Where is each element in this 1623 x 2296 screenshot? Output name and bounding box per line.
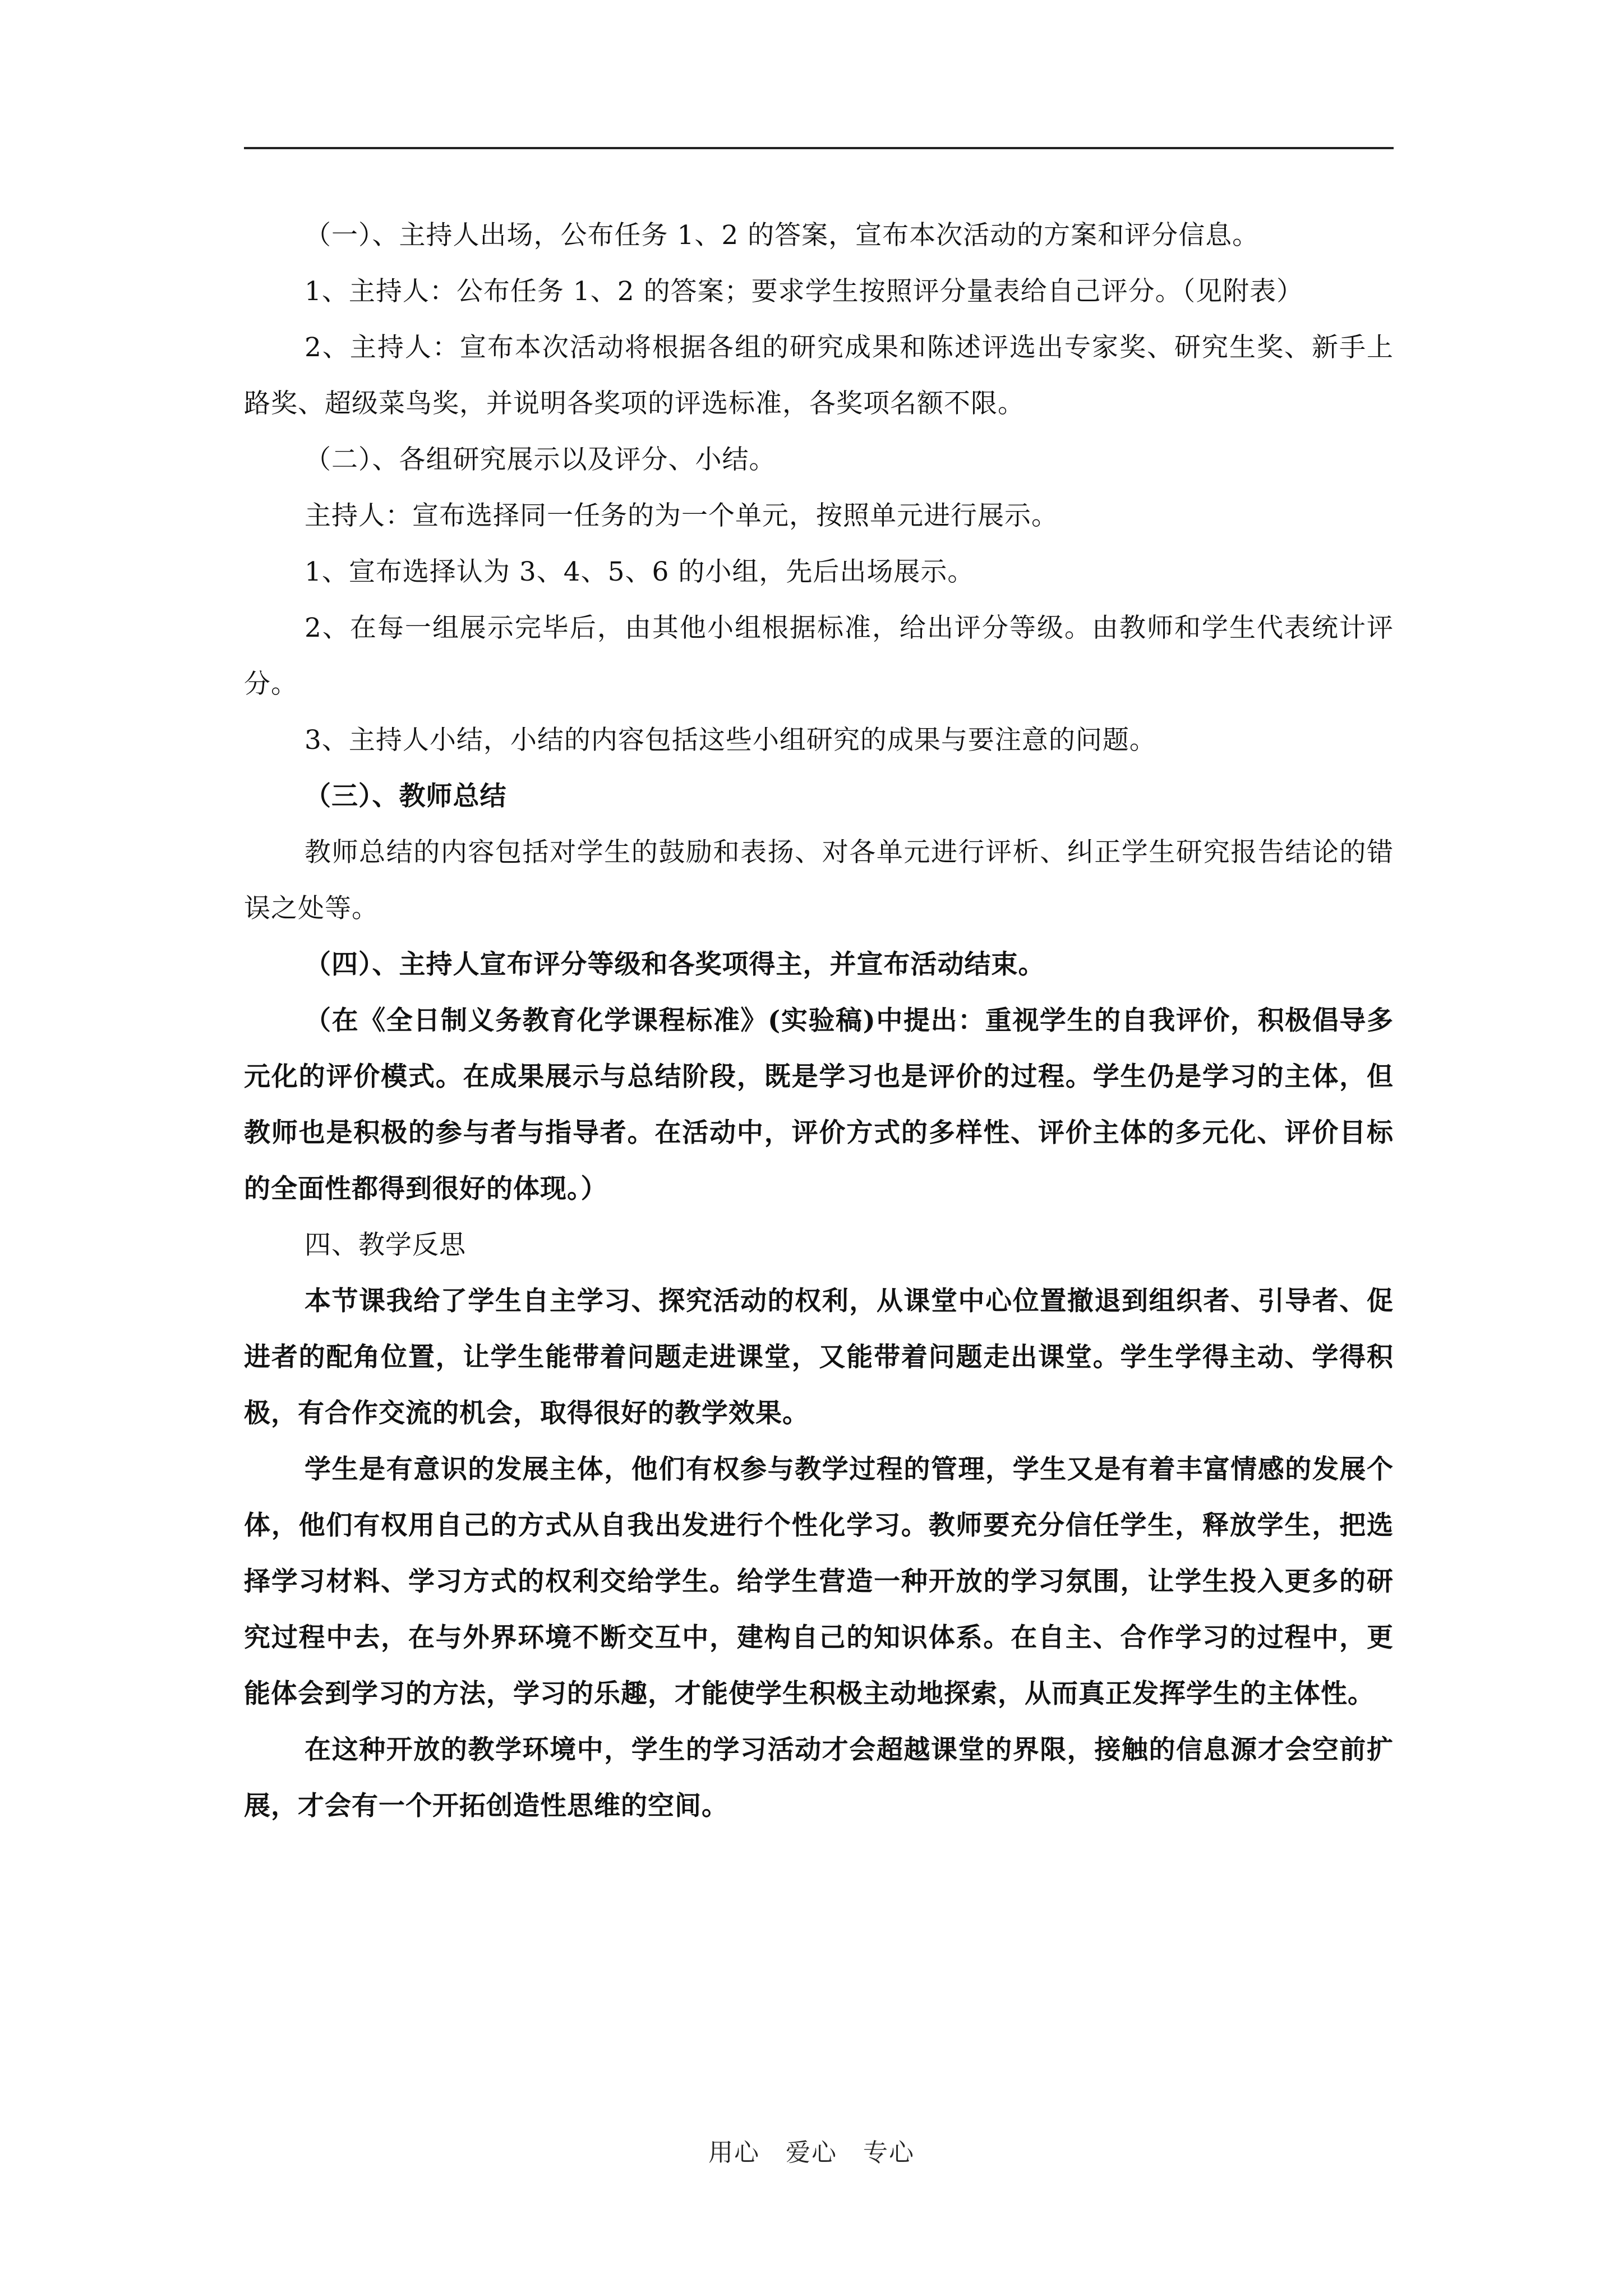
- paragraph-group-display: 1、宣布选择认为 3、4、5、6 的小组，先后出场展示。: [305, 556, 975, 587]
- paragraph-reflection-three: 在这种开放的教学环境中，学生的学习活动才会超越课堂的界限，接触的信息源才会空前扩展，才会有一个开拓创造性思维的空间。: [244, 1734, 1394, 1821]
- paragraph-section-two: （二）、各组研究展示以及评分、小结。: [305, 444, 776, 475]
- page-footer: 用心 爱心 专心: [708, 2138, 915, 2167]
- paragraph-host-units: 主持人：宣布选择同一任务的为一个单元，按照单元进行展示。: [305, 500, 1058, 531]
- heading-awards-announce: （四）、主持人宣布评分等级和各奖项得主，并宣布活动结束。: [305, 949, 1045, 980]
- document-body: [244, 208, 1394, 1834]
- paragraph-host-awards: 2、主持人：宣布本次活动将根据各组的研究成果和陈述评选出专家奖、研究生奖、新手上路奖、超级菜鸟奖，并说明各奖项的评选标准，各奖项名额不限。: [244, 332, 1394, 419]
- paragraph-section-one: （一）、主持人出场，公布任务 1、2 的答案，宣布本次活动的方案和评分信息。: [305, 220, 1260, 251]
- paragraph-host-answers: 1、主持人：公布任务 1、2 的答案；要求学生按照评分量表给自己评分。（见附表）: [305, 276, 1304, 307]
- heading-teacher-summary: （三）、教师总结: [305, 781, 507, 812]
- paragraph-curriculum-standard: （在《全日制义务教育化学课程标准》(实验稿)中提出：重视学生的自我评价，积极倡导多元化的评价模式。在成果展示与总结阶段，既是学习也是评价的过程。学生仍是学习的主体，但教师也是积极的参与者与指导者。在活动中，评价方式的多样性、评价主体的多元化、评价目标的全面性都得到很好的体现。）: [244, 1005, 1394, 1204]
- paragraph-group-scoring: 2、在每一组展示完毕后，由其他小组根据标准，给出评分等级。由教师和学生代表统计评分。: [244, 613, 1394, 700]
- heading-teaching-reflection: 四、教学反思: [305, 1230, 466, 1260]
- paragraph-host-summary: 3、主持人小结，小结的内容包括这些小组研究的成果与要注意的问题。: [305, 725, 1156, 756]
- header-rule: [244, 147, 1394, 149]
- paragraph-reflection-two: 学生是有意识的发展主体，他们有权参与教学过程的管理，学生又是有着丰富情感的发展个体，他们有权用自己的方式从自我出发进行个性化学习。教师要充分信任学生，释放学生，把选择学习材料、学习方式的权利交给学生。给学生营造一种开放的学习氛围，让学生投入更多的研究过程中去，在与外界环境不断交互中，建构自己的知识体系。在自主、合作学习的过程中，更能体会到学习的方法，学习的乐趣，才能使学生积极主动地探索，从而真正发挥学生的主体性。: [244, 1454, 1394, 1709]
- paragraph-reflection-one: 本节课我给了学生自主学习、探究活动的权利，从课堂中心位置撤退到组织者、引导者、促进者的配角位置，让学生能带着问题走进课堂，又能带着问题走出课堂。学生学得主动、学得积极，有合作交流的机会，取得很好的教学效果。: [244, 1286, 1394, 1429]
- paragraph-teacher-summary: 教师总结的内容包括对学生的鼓励和表扬、对各单元进行评析、纠正学生研究报告结论的错误之处等。: [244, 837, 1394, 924]
